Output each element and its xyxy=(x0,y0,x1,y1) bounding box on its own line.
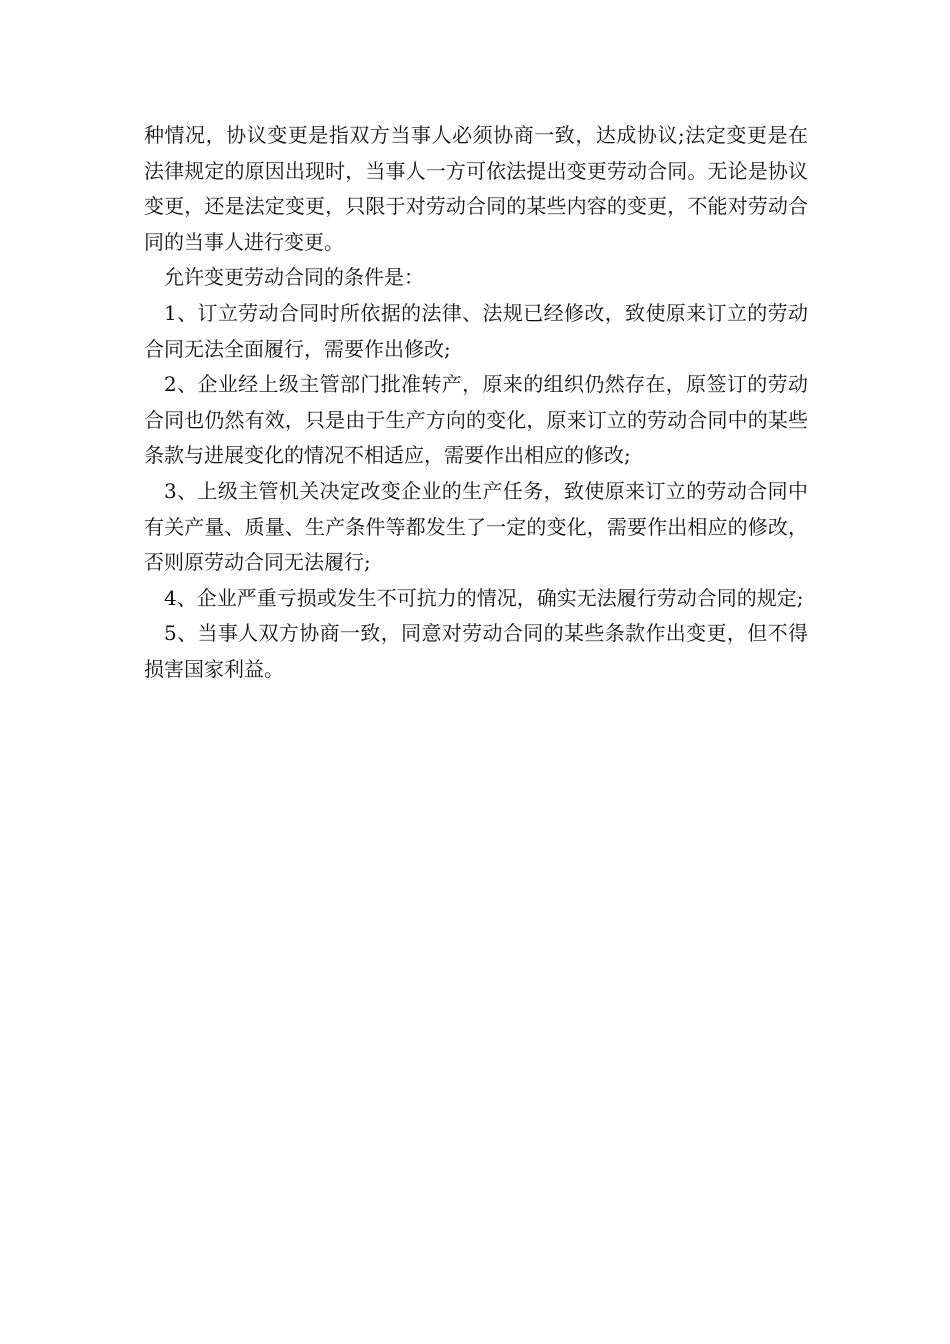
paragraph-condition-4: 4、企业严重亏损或发生不可抗力的情况，确实无法履行劳动合同的规定; xyxy=(164,585,804,610)
paragraph-continuation: 种情况，协议变更是指双方当事人必须协商一致，达成协议;法定变更是在法律规定的原因出现时，当事人一方可依法提出变更劳动合同。无论是协议变更，还是法定变更，只限于对劳动合同的某些内容的变更，不能对劳动合同的当事人进行变更。 xyxy=(144,123,808,254)
paragraph-condition-3: 3、上级主管机关决定改变企业的生产任务，致使原来订立的劳动合同中有关产量、质量、生产条件等都发生了一定的变化，需要作出相应的修改，否则原劳动合同无法履行; xyxy=(144,478,808,575)
paragraph-conditions-intro: 允许变更劳动合同的条件是： xyxy=(164,265,424,290)
paragraph-condition-1: 1、订立劳动合同时所依据的法律、法规已经修改，致使原来订立的劳动合同无法全面履行，需要作出修改; xyxy=(144,300,808,361)
document-page xyxy=(144,118,808,688)
paragraph-condition-2: 2、企业经上级主管部门批准转产，原来的组织仍然存在，原签订的劳动合同也仍然有效，只是由于生产方向的变化，原来订立的劳动合同中的某些条款与进展变化的情况不相适应，需要作出相应的修改; xyxy=(144,372,808,468)
paragraph-condition-5: 5、当事人双方协商一致，同意对劳动合同的某些条款作出变更，但不得损害国家利益。 xyxy=(144,621,808,681)
